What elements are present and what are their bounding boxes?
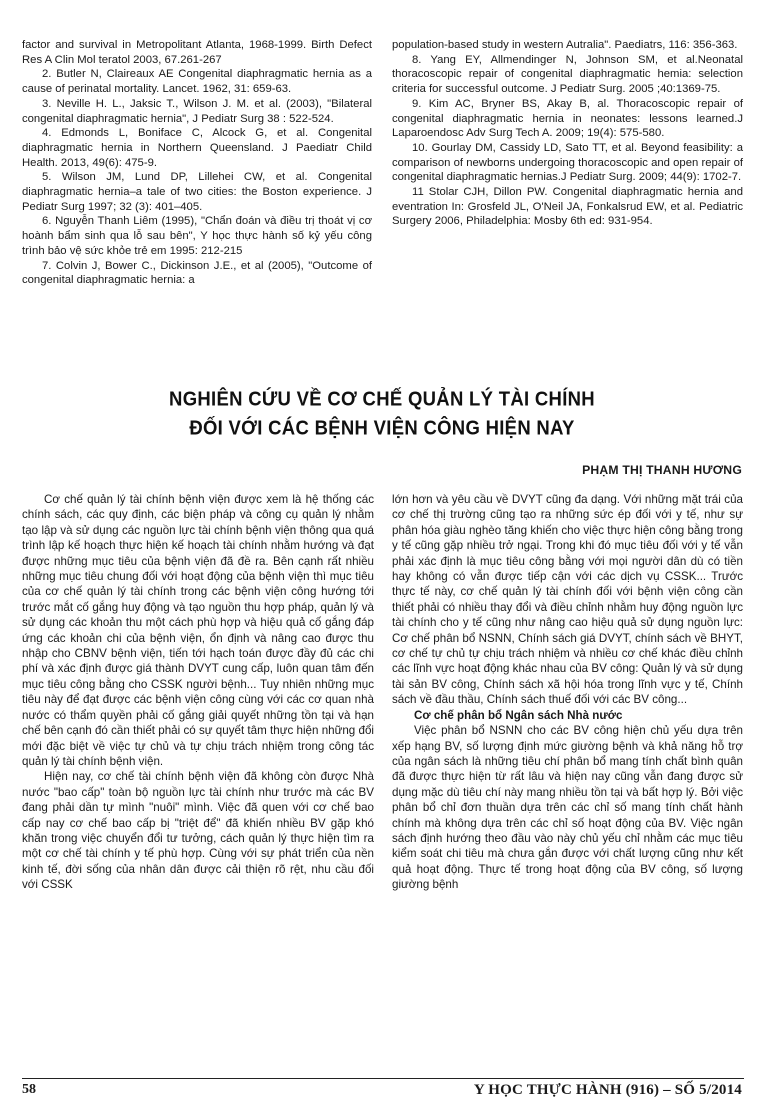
- references-right-column: [392, 38, 743, 229]
- reference-item: 11 Stolar CJH, Dillon PW. Congenital diaphragmatic hernia and eventration In: Grosfeld JL, O'Neil JA, Fonkalsrud EW, et al. Pediatric Surgery 2006, Philadelphia: Mosby 6th ed: 931-954.: [392, 186, 743, 228]
- reference-item: 3. Neville H. L., Jaksic T., Wilson J. M. et al. (2003), "Bilateral congenital diaphragmatic hernia", J Pediatr Surg 38 : 522-524.: [22, 97, 372, 125]
- body-paragraph: Cơ chế quản lý tài chính bệnh viện được xem là hệ thống các chính sách, các quy định, các biện pháp và công cụ quản lý nhằm tạo lập và sử dụng các nguồn lực tài chính bệnh viện thông qua quá trình lập kế hoạch thực hiện kế hoạch tài chính nhằm hướng và đạt được những mục tiêu của bệnh viện đã đề ra. Bên cạnh rất nhiều những mục tiêu chung đối với hoạt động của bệnh viện thì mục tiêu của cơ chế quản lý tài chính trong các bệnh viện công hướng tới trước mắt cố gắng huy động và tạo nguồn thu hợp pháp, quản lý và sử dụng các khoản thu một cách phù hợp và hiệu quả cố gắng đáp ứng các khoản chi của bệnh viện, ổn định và nâng cao được thu nhập cho CBNV bệnh viện, tiến tới hạch toán được đầy đủ các chi phí và xác định được giá thành DVYT cung cấp, luôn quan tâm đến mục tiêu công bằng cho CSSK người bệnh... Tuy nhiên những mục tiêu này để đạt được các bệnh viện công cùng với các cơ quan nhà nước có thẩm quyền phải cố gắng giải quyết những tồn tại và hạn chế bên cạnh đó cần thiết phải có sự quyết tâm thực hiện những đổi mới đặc biệt về việc tự chủ và tự chịu trách nhiệm trong công tác quản lý tài chính bệnh viện.: [22, 493, 374, 768]
- reference-item: 2. Butler N, Claireaux AE Congenital diaphragmatic hernia as a cause of perinatal mortality. Lancet. 1962, 31: 659-63.: [22, 68, 372, 96]
- body-paragraph: Hiện nay, cơ chế tài chính bệnh viện đã không còn được Nhà nước "bao cấp" toàn bộ nguồn lực tài chính như trước mà các BV đang phải dần tự mình "nuôi" mình. Việc đã quen với cơ chế bao cấp nay cơ chế bao cấp bị "triệt để" đã khiến nhiều BV gặp khó khăn trong việc chuyển đổi tư tưởng, cách quản lý thực hiện tìm ra một cơ chế tài chính y tế phù hợp. Cùng với sự phát triển của nền kinh tế, đời sống của nhân dân được cải thiện rõ rệt, nhu cầu đối với CSSK: [22, 770, 374, 892]
- body-left-column: [22, 492, 374, 893]
- article-title-line-1: NGHIÊN CỨU VỀ CƠ CHẾ QUẢN LÝ TÀI CHÍNH: [169, 387, 595, 410]
- body-paragraph-continuation: lớn hơn và yêu cầu về DVYT cũng đa dạng. Với những mặt trái của cơ chế thị trường cũng tạo ra những sức ép đối với y tế, như sự phân hóa giàu nghèo tăng khiến cho việc thực hiện công bằng trong y tế cũng gặp nhiều trở ngại. Trong khi đó mục tiêu đối với y tế vẫn phải xác định là mục tiêu công bằng với mọi người dân dù có tiền hay không có vẫn được tiếp cận với các dịch vụ CSSK... Trước thực tế này, cơ chế quản lý tài chính đối với bệnh viện công cần thiết phải có nhiều thay đổi và điều chỉnh nhằm huy động nguồn lực tài chính cho y tế cũng như nâng cao hiệu quả sử dụng nguồn lực: Cơ chế phân bổ NSNN, Chính sách giá DVYT, chính sách về BHYT, cơ chế tự chủ tự chịu trách nhiệm và nhiều cơ chế khác điều chỉnh các lĩnh vực hoạt động khác nhau của BV công: Quản lý và sử dụng tài sản BV công, Chính sách xã hội hóa trong lĩnh vực y tế, Chính sách về đầu thầu, Chính sách thuế đối với các BV công...: [392, 493, 743, 707]
- reference-item: 10. Gourlay DM, Cassidy LD, Sato TT, et al. Beyond feasibility: a comparison of newborns undergoing thoracoscopic and open repair of congenital diaphragmatic hernias.J Pediatr Surg. 2009; 44(9): 1702-7.: [392, 141, 743, 184]
- reference-item: 5. Wilson JM, Lund DP, Lillehei CW, et al. Congenital diaphragmatic hernia–a tale of two cities: the Boston experience. J Pediatr Surg 1997; 32 (3): 401–405.: [22, 171, 372, 213]
- reference-item: factor and survival in Metropolitant Atlanta, 1968-1999. Birth Defect Res A Clin Mol teratol 2003, 67.261-267: [22, 39, 372, 66]
- references-left-column: [22, 38, 372, 288]
- article-title-line-2: ĐỐI VỚI CÁC BỆNH VIỆN CÔNG HIỆN NAY: [189, 416, 575, 439]
- page-number: 58: [22, 1082, 36, 1097]
- body-right-column: [392, 492, 743, 893]
- section-subheading: Cơ chế phân bổ Ngân sách Nhà nước: [414, 708, 623, 722]
- journal-footer: Y HỌC THỰC HÀNH (916) – SỐ 5/2014: [473, 1082, 742, 1098]
- reference-item: 8. Yang EY, Allmendinger N, Johnson SM, et al.Neonatal thoracoscopic repair of congenital diaphragmatic hemia: selection criteria for successful outcome. J Pediatr Surg. 2005 ;40:1369-75.: [392, 53, 743, 96]
- reference-item: 9. Kim AC, Bryner BS, Akay B, al. Thoracoscopic repair of congenital diaphragmatic hernia in neonates: lessons learned.J Laparoendosc Adv Surg Tech A. 2009; 19(4): 575-580.: [392, 97, 743, 140]
- article-author: PHẠM THỊ THANH HƯƠNG: [582, 463, 742, 477]
- body-paragraph: Việc phân bổ NSNN cho các BV công hiện chủ yếu dựa trên xếp hạng BV, số lượng định mức giường bệnh và khả năng hỗ trợ của ngân sách là những tiêu chí phân bổ mang tính chất bình quân đã được thực hiện từ rất lâu và hiện nay cũng vẫn đang được sử dụng mặc dù tiêu chí này mang nhiều tồn tại và bất hợp lý. Bởi việc phân bổ chỉ đơn thuần dựa trên các chỉ số mang tính chất hành chính mà không dựa trên các chỉ số hoạt động của BV. Việc ngân sách định hướng theo đầu vào này chủ yếu chỉ nhằm các mục tiêu kiểm soát chi tiêu mà chưa gắn được với chất lượng cũng như kết quả hoạt động. Thực tế trong hoạt động của BV công, số lượng giường bệnh: [392, 724, 743, 892]
- article-title: [0, 384, 764, 442]
- reference-item: population-based study in western Autralia". Paediatrs, 116: 356-363.: [392, 39, 738, 51]
- reference-item: 7. Colvin J, Bower C., Dickinson J.E., et al (2005), "Outcome of congenital diaphragmatic hernia: a: [22, 259, 372, 287]
- reference-item: 6. Nguyễn Thanh Liêm (1995), "Chẩn đoán và điều trị thoát vị cơ hoành bẩm sinh qua lỗ sau bên", Y học thực hành số kỷ yếu công trình bảo vệ sức khỏe trẻ em 1995: 212-215: [22, 215, 372, 257]
- footer-divider: [22, 1078, 744, 1079]
- reference-item: 4. Edmonds L, Boniface C, Alcock G, et al. Congenital diaphragmatic hernia in Northern Queensland. J Paediatr Child Health. 2013, 49(6): 475-9.: [22, 127, 372, 169]
